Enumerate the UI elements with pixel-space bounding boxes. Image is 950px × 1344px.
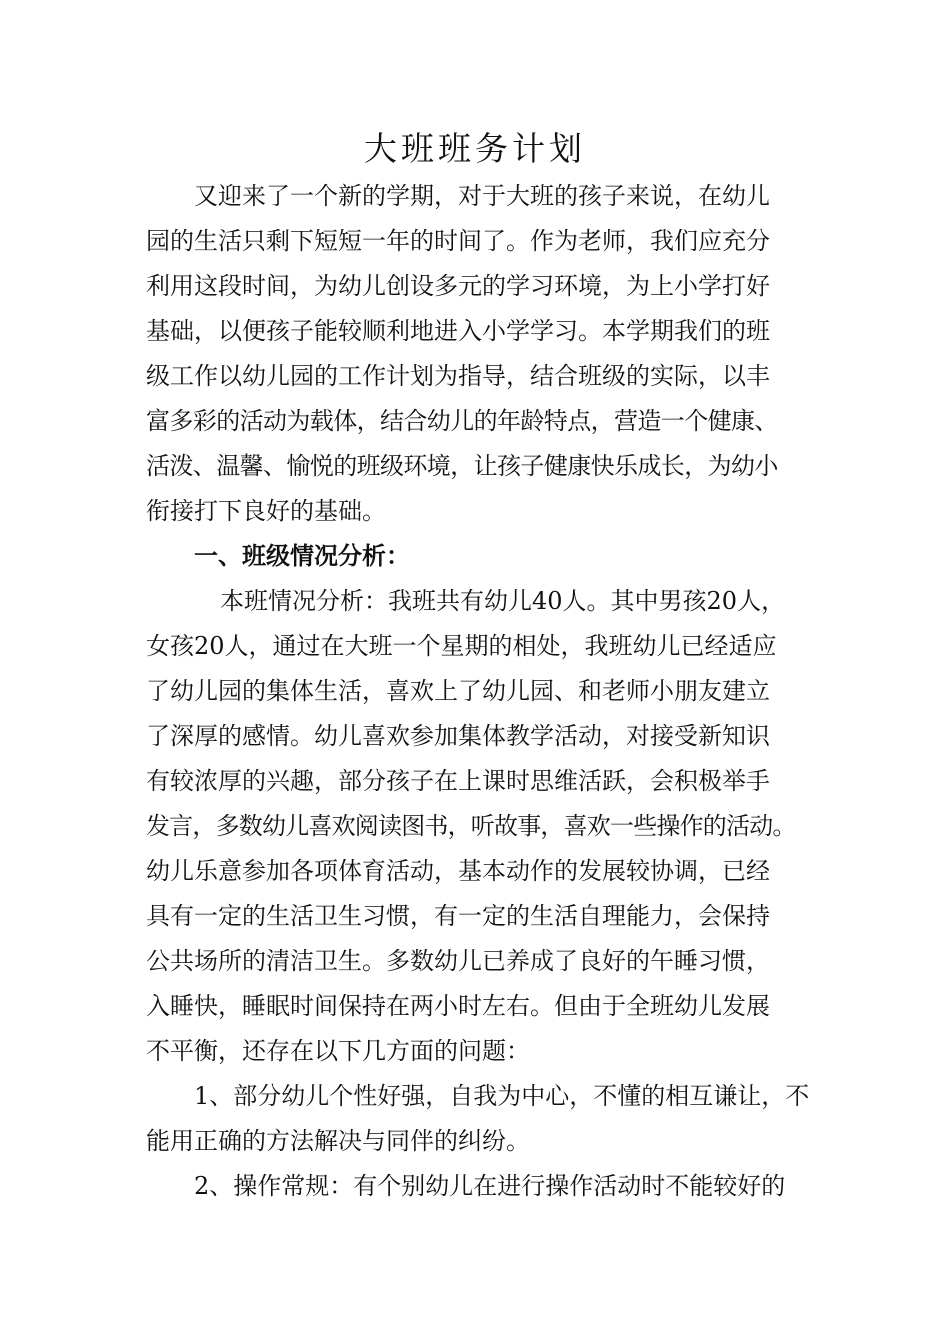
- text-line-22: 能用正确的方法解决与同伴的纠纷。: [146, 1127, 530, 1155]
- text-line-14: 有较浓厚的兴趣，部分孩子在上课时思维活跃，会积极举手: [146, 767, 770, 795]
- text-line-6: 富多彩的活动为载体，结合幼儿的年龄特点，营造一个健康、: [146, 407, 778, 435]
- text-line-17: 具有一定的生活卫生习惯，有一定的生活自理能力，会保持: [146, 902, 770, 930]
- text-line-4: 基础，以便孩子能较顺利地进入小学学习。本学期我们的班: [146, 317, 770, 345]
- text-line-20: 不平衡，还存在以下几方面的问题：: [146, 1037, 530, 1065]
- text-line-12: 了幼儿园的集体生活，喜欢上了幼儿园、和老师小朋友建立: [146, 677, 770, 705]
- text-line-16: 幼儿乐意参加各项体育活动，基本动作的发展较协调，已经: [146, 857, 770, 885]
- text-line-1: 又迎来了一个新的学期，对于大班的孩子来说，在幼儿: [194, 182, 770, 210]
- text-line-10: 本班情况分析：我班共有幼儿40人。其中男孩20人，: [220, 587, 786, 615]
- text-line-8: 衔接打下良好的基础。: [146, 497, 386, 525]
- text-line-2: 园的生活只剩下短短一年的时间了。作为老师，我们应充分: [146, 227, 770, 255]
- text-line-7: 活泼、温馨、愉悦的班级环境，让孩子健康快乐成长，为幼小: [146, 452, 778, 480]
- text-line-23: 2、操作常规：有个别幼儿在进行操作活动时不能较好的: [194, 1172, 786, 1200]
- text-line-3: 利用这段时间，为幼儿创设多元的学习环境，为上小学打好: [146, 272, 770, 300]
- document-title: 大班班务计划: [364, 129, 586, 168]
- text-line-5: 级工作以幼儿园的工作计划为指导，结合班级的实际，以丰: [146, 362, 770, 390]
- text-line-15: 发言，多数幼儿喜欢阅读图书，听故事，喜欢一些操作的活动。: [146, 812, 796, 840]
- text-line-11: 女孩20人，通过在大班一个星期的相处，我班幼儿已经适应: [146, 632, 777, 660]
- section-heading-class-analysis: 一、班级情况分析：: [194, 542, 410, 570]
- text-line-19: 入睡快，睡眠时间保持在两小时左右。但由于全班幼儿发展: [146, 992, 770, 1020]
- text-line-21: 1、部分幼儿个性好强，自我为中心，不懂的相互谦让，不: [194, 1082, 810, 1110]
- text-line-13: 了深厚的感情。幼儿喜欢参加集体教学活动，对接受新知识: [146, 722, 770, 750]
- text-line-18: 公共场所的清洁卫生。多数幼儿已养成了良好的午睡习惯，: [146, 947, 770, 975]
